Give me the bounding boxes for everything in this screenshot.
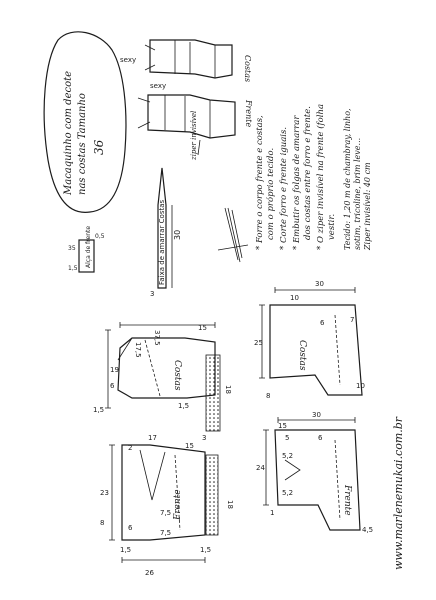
costas-bodice-label: Costas — [172, 360, 182, 391]
tie-strip-length: 30 — [173, 229, 182, 240]
sketch-label-ziper: ziper invisível — [190, 110, 198, 160]
cb-d7: 18 — [224, 385, 232, 394]
fb-d8: 15 — [185, 442, 194, 450]
cb-d4: 1,5 — [93, 406, 105, 414]
tie-strip-piece — [150, 168, 182, 298]
fs-d9: 15 — [278, 422, 287, 430]
tie-strip-width: 3 — [150, 290, 155, 298]
strap-dim3: 1,5 — [68, 265, 78, 272]
note-4b: vestir. — [327, 213, 337, 240]
strap-piece — [68, 226, 105, 272]
fb-d9: 17 — [148, 434, 157, 442]
title-size: 36 — [92, 139, 106, 155]
frente-bodice-piece — [100, 434, 234, 577]
fb-d2: 23 — [100, 489, 109, 497]
costas-bodice-piece — [93, 322, 232, 442]
fb-d4: 7,5 — [160, 509, 172, 517]
sketch-label-sexy-bottom: sexy — [150, 82, 167, 90]
fb-d11: 1,5 — [120, 546, 132, 554]
cs-d3: 10 — [290, 294, 299, 302]
cs-d1: 30 — [315, 280, 324, 288]
strap-dim1: 35 — [68, 245, 76, 252]
sketch-label-frente: Frente — [244, 100, 253, 128]
cb-d1: 37,5 — [153, 330, 161, 346]
fb-d6: 7,5 — [160, 529, 172, 537]
fabric-line2: sotim, tricoline, brim leve... — [353, 137, 362, 250]
strap-label: Alça de frente — [85, 225, 92, 268]
garment-sketch-front — [138, 82, 235, 138]
fb-d12: 1,5 — [200, 546, 212, 554]
note-2: * Corte forro e frente iguais. — [279, 126, 289, 250]
fs-d1: 30 — [312, 411, 321, 419]
costas-short-piece — [254, 280, 365, 400]
fb-d3: 8 — [100, 519, 105, 527]
frente-bodice-label: Frente — [173, 489, 183, 520]
title-line2: nas costas Tamanho — [77, 93, 88, 195]
tie-strip-label: Faixa de amarrar Costas — [158, 199, 166, 285]
frente-short-label: Frente — [342, 485, 352, 516]
note-3a: * Embutir os folgas de amarrar — [292, 115, 302, 250]
sketch-label-costas: Costas — [243, 55, 252, 83]
costas-short-label: Costas — [297, 340, 307, 371]
cs-d7: 10 — [356, 382, 365, 390]
cb-d6: 1,5 — [178, 402, 190, 410]
cb-d5: 6 — [110, 382, 115, 390]
cs-d2: 25 — [254, 339, 263, 347]
garment-sketch-back — [120, 40, 232, 78]
note-4a: * O ziper invisível na frente (folha — [316, 103, 326, 250]
cb-d8: 15 — [198, 324, 207, 332]
cs-d6: 8 — [266, 392, 271, 400]
cb-d2: 17,5 — [134, 342, 142, 358]
fabric-line3: Ziper invisível: 40 cm — [363, 162, 372, 250]
fs-d7: 5 — [285, 434, 290, 442]
fs-d3: 5,2 — [282, 452, 294, 460]
fb-d7: 2 — [128, 444, 133, 452]
strap-dim2: 0,5 — [95, 233, 105, 240]
fs-d2: 24 — [256, 464, 265, 472]
instructions — [255, 104, 372, 251]
fs-d4: 5,2 — [282, 489, 294, 497]
title-line1: Macaquinho com decote — [63, 70, 74, 195]
sketch-label-sexy-top: sexy — [120, 56, 137, 64]
cb-d3: 19 — [110, 366, 119, 374]
title-cloud — [44, 32, 126, 213]
cs-d5: 7 — [350, 316, 355, 324]
cs-d4: 6 — [320, 319, 325, 327]
footer-website: www.marlenemukai.com.br — [392, 416, 405, 570]
fabric-line1: Tecido: 1,20 m de chambray, linho, — [343, 108, 352, 250]
cb-d9: 3 — [202, 434, 207, 442]
fs-d8: 4,5 — [362, 526, 374, 534]
scribble-mark — [218, 208, 248, 262]
fb-d1: 26 — [145, 569, 154, 577]
fs-d6: 1 — [270, 509, 275, 517]
fs-d5: 6 — [318, 434, 323, 442]
fb-d10: 18 — [226, 500, 234, 509]
ziper-pointer — [198, 140, 200, 155]
note-1b: com o próprio tecido. — [266, 147, 276, 240]
frente-short-piece — [256, 411, 373, 534]
fb-d5: 6 — [128, 524, 133, 532]
note-1a: * Forre o corpo frente e costas, — [255, 115, 265, 250]
note-3b: dos costas entre forro e frente. — [303, 106, 313, 240]
